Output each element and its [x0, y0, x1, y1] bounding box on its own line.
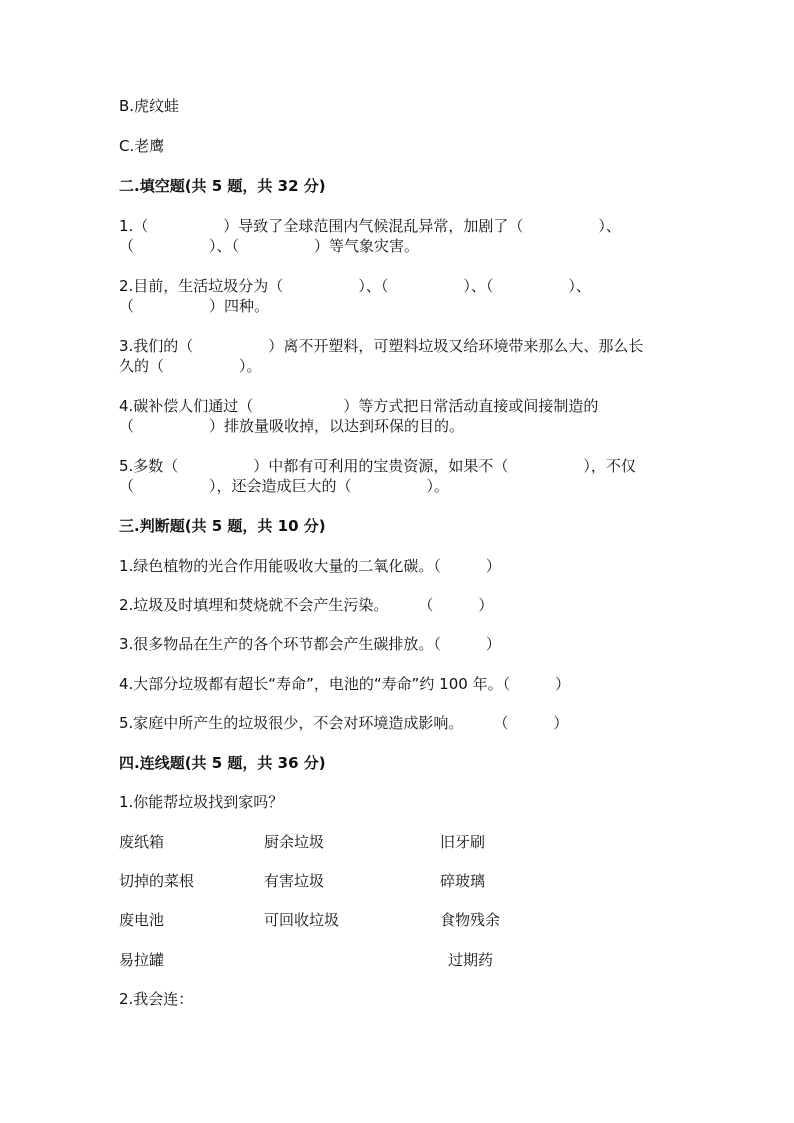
judge-q3: 3.很多物品在生产的各个环节都会产生碳排放。（ ）	[119, 635, 501, 653]
match-right-item: 过期药	[448, 951, 494, 969]
match-left-item: 废电池	[119, 911, 165, 929]
match-right-item: 食物残余	[440, 911, 501, 929]
option-c: C.老鹰	[119, 137, 165, 155]
match-left-item: 切掉的菜根	[119, 872, 195, 890]
fill-q1-line1: 1.（ ）导致了全球范围内气候混乱异常，加剧了（ ）、	[119, 217, 621, 235]
fill-q5-line2: （ ），还会造成巨大的（ ）。	[119, 477, 450, 495]
fill-q1-line2: （ ）、（ ）等气象灾害。	[119, 237, 420, 255]
section-heading-matching: 四.连线题(共 5 题，共 36 分)	[119, 754, 326, 772]
match-q1-prompt: 1.你能帮垃圾找到家吗？	[119, 793, 284, 811]
fill-q4-line2: （ ）排放量吸收掉，以达到环保的目的。	[119, 417, 465, 435]
fill-q2-line2: （ ）四种。	[119, 297, 270, 315]
match-middle-item: 可回收垃圾	[264, 911, 340, 929]
fill-q5-line1: 5.多数（ ）中都有可利用的宝贵资源，如果不（ ），不仅	[119, 457, 636, 475]
match-right-item: 旧牙刷	[440, 833, 486, 851]
match-middle-item: 有害垃圾	[264, 872, 325, 890]
fill-q2-line1: 2.目前，生活垃圾分为（ ）、（ ）、（ ）、	[119, 277, 591, 295]
option-b: B.虎纹蛙	[119, 97, 180, 115]
match-right-item: 碎玻璃	[440, 872, 486, 890]
match-left-item: 废纸箱	[119, 833, 165, 851]
fill-q3-line1: 3.我们的（ ）离不开塑料，可塑料垃圾又给环境带来那么大、那么长	[119, 337, 644, 355]
match-middle-item: 厨余垃圾	[264, 833, 325, 851]
judge-q4: 4.大部分垃圾都有超长“寿命”，电池的“寿命”约 100 年。（ ）	[119, 675, 571, 693]
section-heading-fill-in: 二.填空题(共 5 题，共 32 分)	[119, 177, 326, 195]
match-left-item: 易拉罐	[119, 951, 165, 969]
fill-q3-line2: 久的（ ）。	[119, 357, 262, 375]
match-q2-prompt: 2.我会连：	[119, 990, 194, 1008]
judge-q5: 5.家庭中所产生的垃圾很少，不会对环境造成影响。 （ ）	[119, 714, 569, 732]
section-heading-true-false: 三.判断题(共 5 题，共 10 分)	[119, 517, 326, 535]
fill-q4-line1: 4.碳补偿人们通过（ ）等方式把日常活动直接或间接制造的	[119, 397, 599, 415]
judge-q2: 2.垃圾及时填埋和焚烧就不会产生污染。 （ ）	[119, 596, 494, 614]
judge-q1: 1.绿色植物的光合作用能吸收大量的二氧化碳。（ ）	[119, 557, 501, 575]
